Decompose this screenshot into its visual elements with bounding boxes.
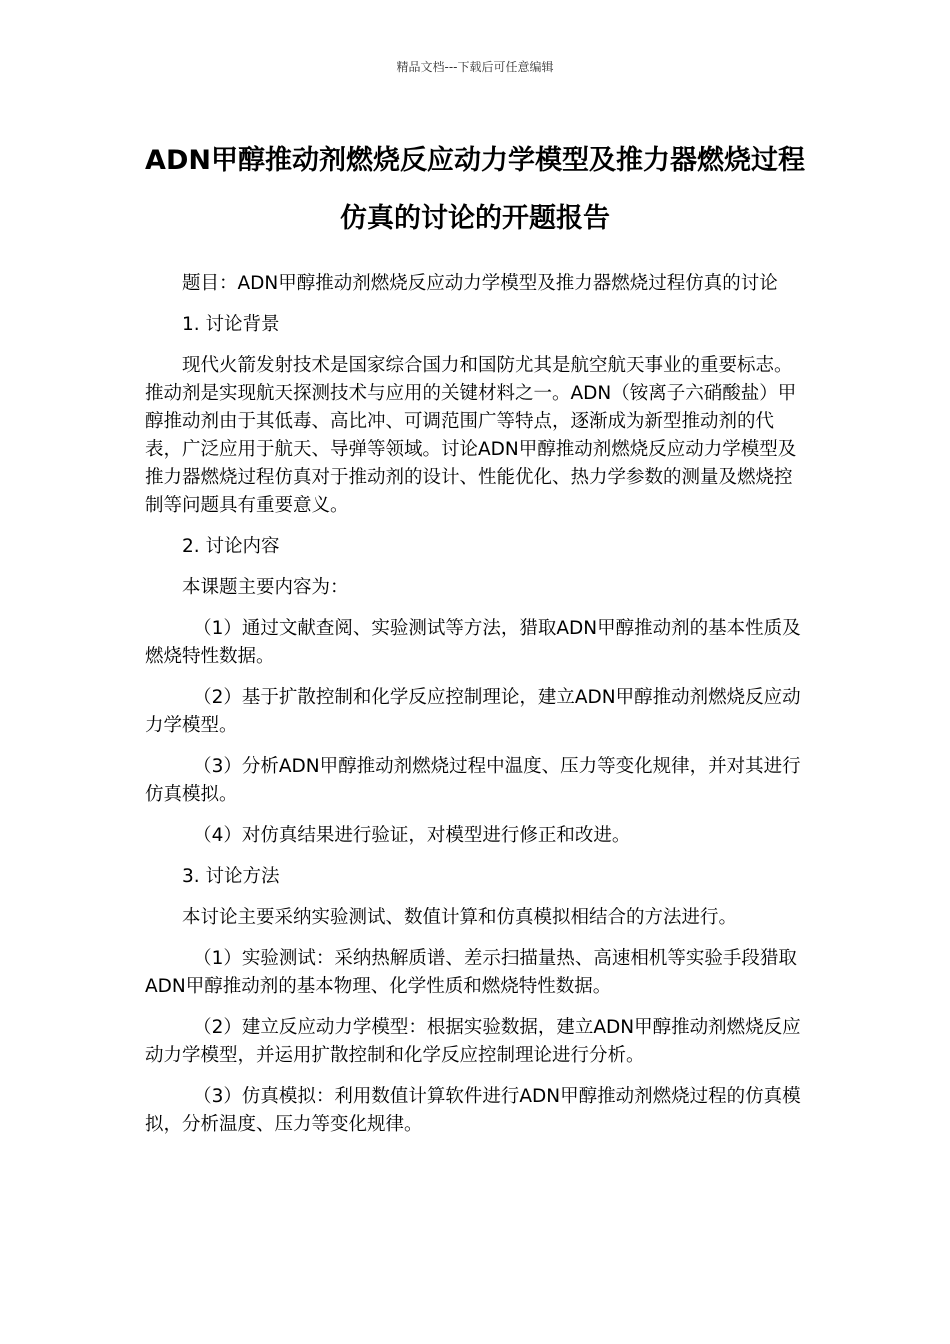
- background-paragraph: 现代火箭发射技术是国家综合国力和国防尤其是航空航天事业的重要标志。推动剂是实现航天探测技术与应用的关键材料之一。ADN（铵离子六硝酸盐）甲醇推动剂由于其低毒、高比冲、可调范围广等特点，逐渐成为新型推动剂的代表，广泛应用于航天、导弹等领域。讨论ADN甲醇推动剂燃烧反应动力学模型及推力器燃烧过程仿真对于推动剂的设计、性能优化、热力学参数的测量及燃烧控制等问题具有重要意义。: [145, 355, 797, 516]
- header-note: 精品文档---下载后可任意编辑: [396, 60, 554, 74]
- content-item-3: （3）分析ADN甲醇推动剂燃烧过程中温度、压力等变化规律，并对其进行仿真模拟。: [145, 756, 801, 805]
- document-title: ADN甲醇推动剂燃烧反应动力学模型及推力器燃烧过程仿真的讨论的开题报告: [145, 145, 805, 234]
- method-item-1: （1）实验测试：采纳热解质谱、差示扫描量热、高速相机等实验手段猎取ADN甲醇推动剂的基本物理、化学性质和燃烧特性数据。: [145, 948, 797, 997]
- method-item-2: （2）建立反应动力学模型：根据实验数据，建立ADN甲醇推动剂燃烧反应动力学模型，并运用扩散控制和化学反应控制理论进行分析。: [145, 1017, 801, 1066]
- content-item-2: （2）基于扩散控制和化学反应控制理论，建立ADN甲醇推动剂燃烧反应动力学模型。: [145, 687, 801, 736]
- section-heading-background: 1. 讨论背景: [182, 314, 280, 335]
- section-heading-method: 3. 讨论方法: [182, 866, 280, 887]
- topic-paragraph: 题目：ADN甲醇推动剂燃烧反应动力学模型及推力器燃烧过程仿真的讨论: [182, 273, 778, 294]
- section-heading-content: 2. 讨论内容: [182, 536, 280, 557]
- content-item-1: （1）通过文献查阅、实验测试等方法，猎取ADN甲醇推动剂的基本性质及燃烧特性数据。: [145, 618, 801, 667]
- content-intro: 本课题主要内容为：: [182, 577, 349, 598]
- document-body: [145, 270, 807, 1139]
- method-item-3: （3）仿真模拟：利用数值计算软件进行ADN甲醇推动剂燃烧过程的仿真模拟，分析温度、压力等变化规律。: [145, 1086, 801, 1135]
- method-intro: 本讨论主要采纳实验测试、数值计算和仿真模拟相结合的方法进行。: [182, 907, 738, 928]
- content-item-4: （4）对仿真结果进行验证，对模型进行修正和改进。: [193, 825, 631, 846]
